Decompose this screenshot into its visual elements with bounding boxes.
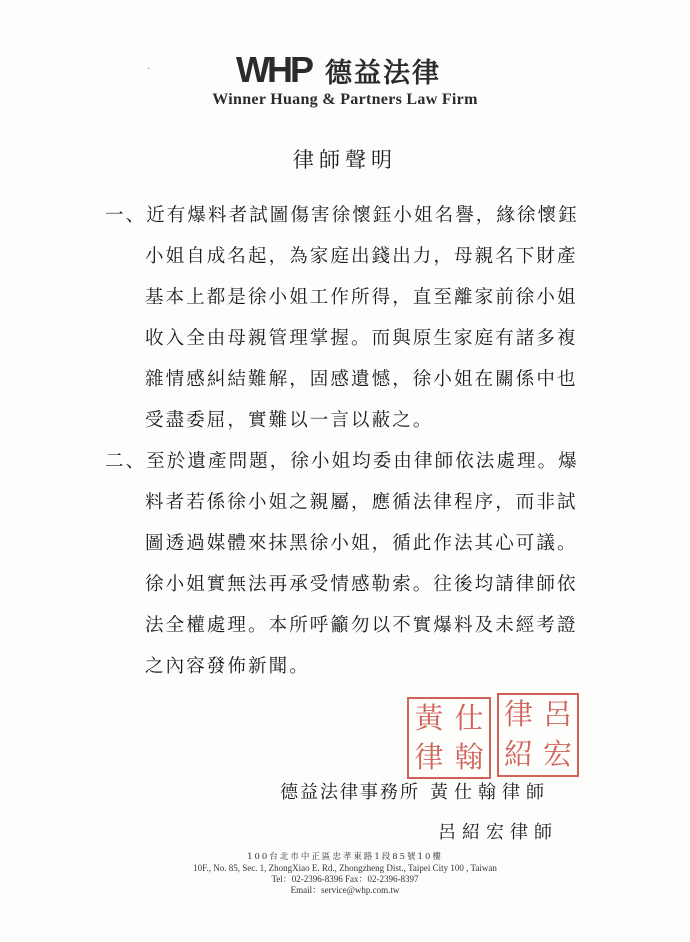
signature-line-1 xyxy=(280,778,550,804)
footer-email: Email：service@whp.com.tw xyxy=(290,885,400,895)
document-title: 律師聲明 xyxy=(293,148,397,172)
para2-line6: 之內容發佈新聞。 xyxy=(145,656,310,677)
para1-line2: 小姐自成名起，為家庭出錢出力，母親名下財產 xyxy=(145,246,578,267)
logo-cn-name: 德益法律 xyxy=(325,57,441,89)
seal1-char: 黃 xyxy=(414,701,444,735)
scan-speck: · xyxy=(147,64,151,75)
para1-line4: 收入全由母親管理掌握。而與原生家庭有諸多複 xyxy=(145,328,578,349)
para2-line1: 二、至於遺產問題，徐小姐均委由律師依法處理。爆 xyxy=(105,451,579,472)
para1-line5: 雜情感糾結難解，固感遺憾，徐小姐在關係中也 xyxy=(145,369,578,390)
seal1-char: 翰 xyxy=(454,740,484,774)
para2-line4: 徐小姐實無法再承受情感勒索。往後均請律師依 xyxy=(145,574,578,595)
para1-line6: 受盡委屈，實難以一言以蔽之。 xyxy=(145,410,434,431)
statement-body xyxy=(105,195,605,687)
firm-name: 德益法律事務所 xyxy=(280,782,420,803)
seal2-char: 呂 xyxy=(542,697,572,731)
lawyer-lu: 呂紹宏律師 xyxy=(438,822,558,843)
para2-line3: 圖透過媒體來抹黑徐小姐，循此作法其心可議。 xyxy=(145,533,578,554)
logo-whp: WHP xyxy=(236,49,311,90)
para2-line2: 料者若係徐小姐之親屬，應循法律程序，而非試 xyxy=(145,492,578,513)
seal1-char: 仕 xyxy=(454,701,484,735)
footer-address-en: 10F., No. 85, Sec. 1, ZhongXiao E. Rd., Zhongzheng Dist., Taipei City 100 , Taiwan xyxy=(193,863,497,873)
seal2-char: 紹 xyxy=(503,737,533,771)
firm-english-name: Winner Huang & Partners Law Firm xyxy=(212,91,478,108)
footer-contact xyxy=(0,852,690,896)
footer-tel-fax: Tel：02-2396-8396 Fax：02-2396-8397 xyxy=(271,874,419,884)
lawyer-huang: 黃仕翰律師 xyxy=(430,782,550,803)
para1-line3: 基本上都是徐小姐工作所得，直至離家前徐小姐 xyxy=(145,287,578,308)
letterhead-logo xyxy=(236,50,441,90)
para1-line1: 一、近有爆料者試圖傷害徐懷鈺小姐名譽，緣徐懷鈺 xyxy=(105,205,579,226)
seal-lu xyxy=(497,693,579,777)
seal2-char: 律 xyxy=(503,697,533,731)
seal1-char: 律 xyxy=(414,740,444,774)
seal2-char: 宏 xyxy=(542,737,572,771)
para2-line5: 法全權處理。本所呼籲勿以不實爆料及未經考證 xyxy=(145,615,578,636)
seal-huang xyxy=(407,697,491,779)
footer-address-cn: 100台北市中正區忠孝東路1段85號10樓 xyxy=(247,852,443,862)
